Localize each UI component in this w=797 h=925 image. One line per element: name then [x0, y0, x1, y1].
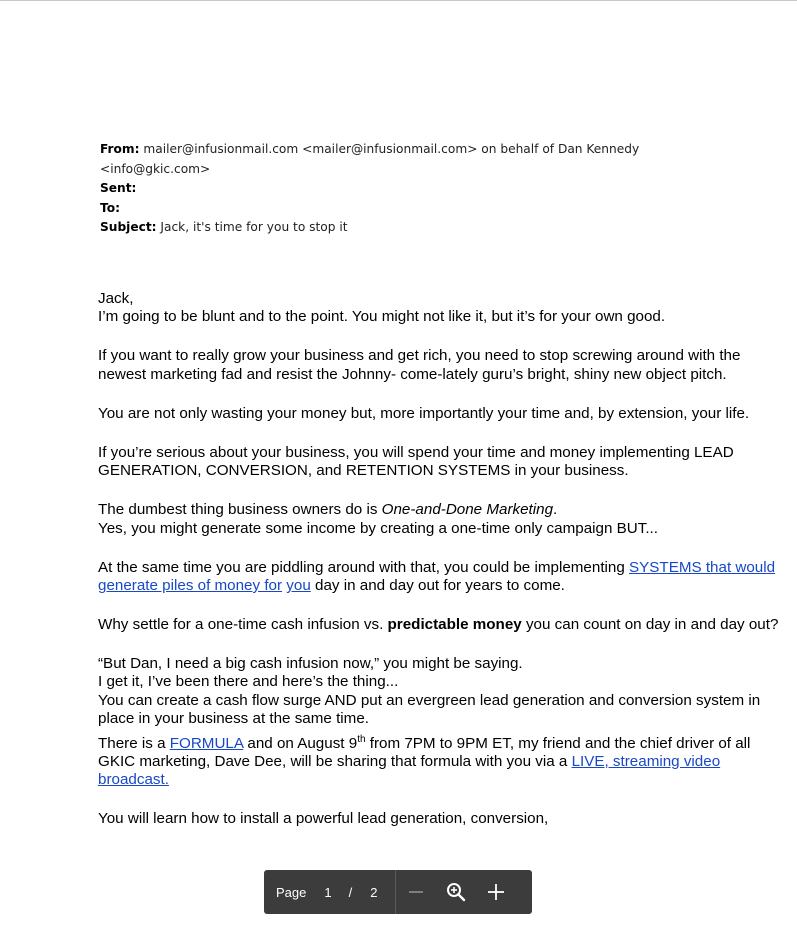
to-label: To:: [100, 200, 120, 215]
paragraph-4: If you’re serious about your business, you will spend your time and money implementing LEAD GENERATION, CONVERSION, and RETENTION SYSTEMS in your business.: [98, 443, 734, 480]
top-border: [0, 0, 797, 1]
from-line-2: <info@gkic.com>: [100, 161, 211, 176]
email-header: [100, 140, 660, 238]
paragraph-8: Why settle for a one-time cash infusion vs. predictable money you can count on day in and day out?: [98, 616, 779, 634]
paragraph-10: I get it, I’ve been there and here’s the thing...: [98, 673, 399, 691]
zoom-icon: [446, 882, 466, 902]
sent-line: [100, 179, 660, 199]
systems-link[interactable]: SYSTEMS that would generate piles of money for: [98, 558, 776, 595]
pdf-toolbar: [264, 870, 532, 914]
subject-value: Jack, it's time for you to stop it: [160, 220, 348, 235]
paragraph-9: “But Dan, I need a big cash infusion now,” you might be saying.: [98, 655, 523, 673]
zoom-in-button[interactable]: [476, 870, 516, 914]
subject-line: [100, 218, 660, 238]
subject-label: Subject:: [100, 220, 157, 235]
from-label: From:: [100, 142, 140, 156]
page-label: Page: [276, 884, 307, 900]
from-value: mailer@infusionmail.com <mailer@infusionmail.com> on behalf of Dan Kennedy: [143, 142, 640, 156]
you-link[interactable]: you: [286, 577, 311, 595]
paragraph-13: You will learn how to install a powerful lead generation, conversion,: [98, 810, 549, 828]
paragraph-7: At the same time you are piddling around with that, you could be implementing SYSTEMS that would generate piles of money for you day in and day out for years to come.: [98, 558, 776, 595]
zoom-button[interactable]: [436, 870, 476, 914]
page-indicator: [264, 870, 395, 914]
current-page-input[interactable]: 1: [324, 884, 332, 900]
emphasis-one-and-done: One-and-Done Marketing: [381, 501, 554, 519]
paragraph-1: I’m going to be blunt and to the point. You might not like it, but it’s for your own good.: [98, 308, 666, 326]
greeting: Jack,: [98, 290, 134, 307]
from-line: [100, 140, 660, 160]
total-pages: 2: [370, 884, 378, 900]
plus-icon: [487, 883, 505, 901]
paragraph-5: The dumbest thing business owners do is One-and-Done Marketing.: [98, 501, 558, 519]
page-separator: /: [348, 884, 353, 900]
paragraph-2: If you want to really grow your business and get rich, you need to stop screwing around with the newest marketing fad and resist the Johnny- come-lately guru’s bright, shiny new object pitch.: [98, 347, 741, 383]
paragraph-11: You can create a cash flow surge AND put an evergreen lead generation and conversion system in place in your business at the same time.: [98, 691, 761, 728]
live-broadcast-link[interactable]: LIVE, streaming video broadcast.: [98, 753, 721, 789]
minus-icon: [408, 884, 424, 900]
formula-link[interactable]: FORMULA: [169, 734, 244, 752]
sent-label: Sent:: [100, 181, 137, 196]
paragraph-12: There is a FORMULA and on August 9th from 7PM to 9PM ET, my friend and the chief driver of all GKIC marketing, Dave Dee, will be sharing that formula with you via a LIVE, streaming video broadcast.: [98, 733, 751, 789]
zoom-out-button[interactable]: [396, 870, 436, 914]
strong-predictable-money: predictable money: [387, 616, 522, 634]
to-line: [100, 199, 660, 219]
paragraph-6: Yes, you might generate some income by creating a one-time only campaign BUT...: [98, 519, 658, 537]
email-body: [98, 290, 788, 829]
paragraph-3: You are not only wasting your money but, more importantly your time and, by extension, your life.: [98, 404, 750, 422]
